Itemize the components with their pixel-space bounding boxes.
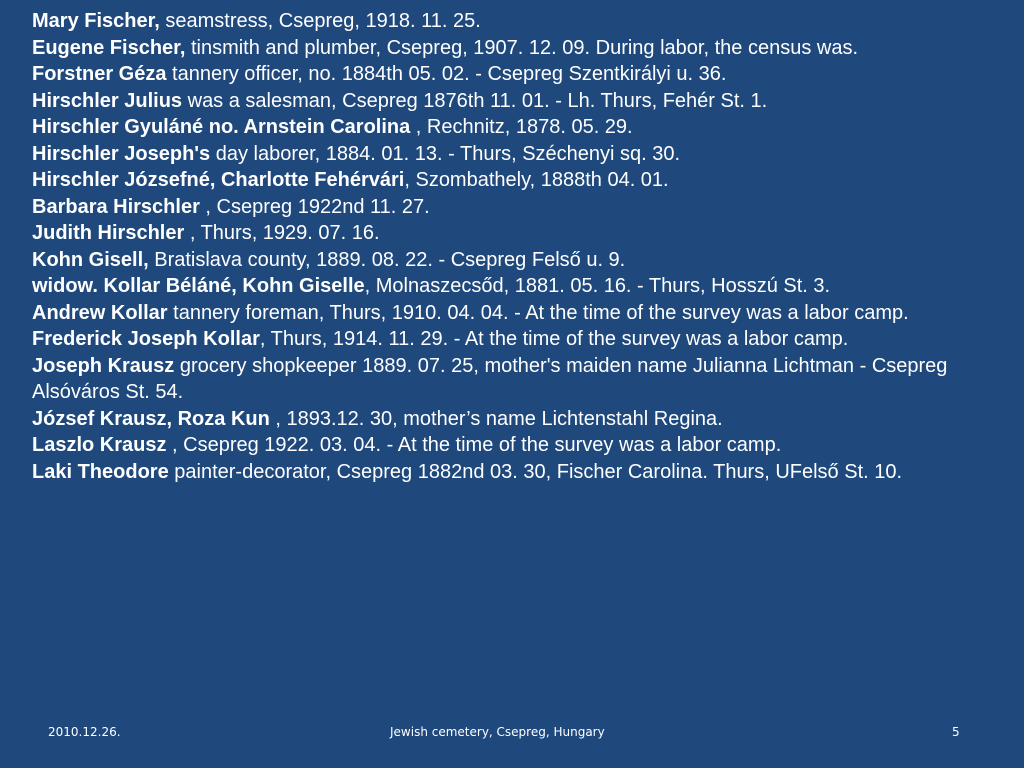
entry-list xyxy=(32,8,1017,485)
person-detail: grocery shopkeeper 1889. 07. 25, mother's maiden name Julianna Lichtman - Csepreg Alsóváros St. 54. xyxy=(32,354,948,403)
list-item xyxy=(32,114,1017,141)
list-item xyxy=(32,300,1017,327)
person-name: Laki Theodore xyxy=(32,460,169,483)
person-detail: day laborer, 1884. 01. 13. - Thurs, Széchenyi sq. 30. xyxy=(210,142,681,165)
person-detail: , Szombathely, 1888th 04. 01. xyxy=(404,169,669,191)
list-item xyxy=(32,35,1017,62)
list-item xyxy=(32,326,1017,353)
footer-date: 2010.12.26. xyxy=(48,725,121,739)
person-detail: tinsmith and plumber, Csepreg, 1907. 12. 09. During labor, the census was. xyxy=(185,36,858,59)
person-detail: , Rechnitz, 1878. 05. 29. xyxy=(410,116,633,138)
person-name: Eugene Fischer, xyxy=(32,36,186,59)
person-name: Hirschler Joseph's xyxy=(32,142,211,165)
list-item xyxy=(32,88,1017,115)
person-name: Kohn Gisell, xyxy=(32,248,149,271)
list-item xyxy=(32,459,1017,486)
list-item xyxy=(32,353,1017,406)
person-name: József Krausz, Roza Kun xyxy=(32,407,270,430)
person-detail: , Csepreg 1922nd 11. 27. xyxy=(199,195,430,218)
person-detail: Bratislava county, 1889. 08. 22. - Csepreg Felső u. 9. xyxy=(148,248,626,271)
person-name: Andrew Kollar xyxy=(32,301,168,324)
person-detail: tannery foreman, Thurs, 1910. 04. 04. - At the time of the survey was a labor camp. xyxy=(167,301,909,324)
list-item xyxy=(32,8,1017,35)
person-detail: tannery officer, no. 1884th 05. 02. - Csepreg Szentkirályi u. 36. xyxy=(166,63,727,85)
list-item xyxy=(32,406,1017,433)
person-name: Hirschler Julius xyxy=(32,89,183,112)
person-detail: was a salesman, Csepreg 1876th 11. 01. - Lh. Thurs, Fehér St. 1. xyxy=(182,89,768,112)
slide-number: 5 xyxy=(952,725,960,739)
person-detail: , Molnaszecsőd, 1881. 05. 16. - Thurs, Hosszú St. 3. xyxy=(364,275,831,297)
person-name: Judith Hirschler xyxy=(32,222,185,244)
person-name: Hirschler Gyuláné no. Arnstein Carolina xyxy=(32,116,411,138)
person-detail: seamstress, Csepreg, 1918. 11. 25. xyxy=(159,10,481,32)
list-item xyxy=(32,61,1017,88)
person-detail: , Thurs, 1929. 07. 16. xyxy=(184,222,380,244)
person-name: Forstner Géza xyxy=(32,63,167,85)
person-name: widow. Kollar Béláné, Kohn Giselle xyxy=(32,275,365,297)
person-name: Joseph Krausz xyxy=(32,354,175,377)
list-item xyxy=(32,167,1017,194)
footer-title: Jewish cemetery, Csepreg, Hungary xyxy=(390,725,605,739)
person-name: Hirschler Józsefné, Charlotte Fehérvári xyxy=(32,169,405,191)
list-item xyxy=(32,141,1017,168)
person-detail: , 1893.12. 30, mother’s name Lichtenstahl Regina. xyxy=(269,407,723,430)
person-name: Mary Fischer, xyxy=(32,10,160,32)
list-item xyxy=(32,220,1017,247)
person-detail: , Csepreg 1922. 03. 04. - At the time of the survey was a labor camp. xyxy=(166,434,782,456)
list-item xyxy=(32,247,1017,274)
person-detail: , Thurs, 1914. 11. 29. - At the time of the survey was a labor camp. xyxy=(259,328,849,350)
person-name: Laszlo Krausz xyxy=(32,434,167,456)
person-name: Barbara Hirschler xyxy=(32,195,200,218)
list-item xyxy=(32,194,1017,221)
person-name: Frederick Joseph Kollar xyxy=(32,328,260,350)
person-detail: painter-decorator, Csepreg 1882nd 03. 30, Fischer Carolina. Thurs, UFelső St. 10. xyxy=(168,460,903,483)
list-item xyxy=(32,273,1017,300)
list-item xyxy=(32,432,1017,459)
